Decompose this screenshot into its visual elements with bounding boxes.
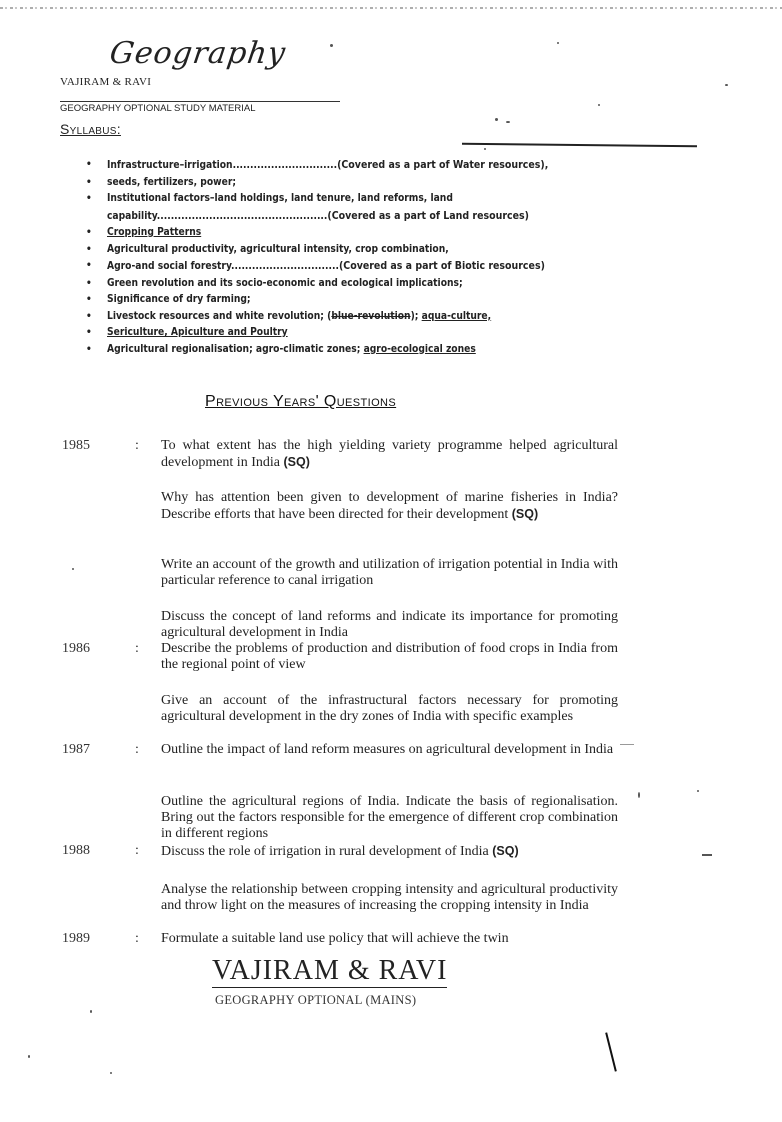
syllabus-item-dry-farming	[86, 292, 626, 309]
question-body: Give an account of the infrastructural factors necessary for promoting agricultural development in the dry zones of India with specific examples	[161, 693, 618, 724]
dot-leader: ...............................	[231, 261, 339, 272]
syllabus-item-irrigation	[86, 157, 626, 175]
question-year: 1987	[62, 742, 90, 757]
syllabus-item-regionalisation	[86, 342, 626, 359]
scan-top-edge	[0, 7, 782, 9]
bullet-icon: •	[86, 227, 92, 238]
question-text	[161, 931, 618, 947]
syllabus-item-text: Institutional factors–land holdings, land tenure, land reforms, land	[107, 193, 453, 204]
syllabus-item-text: Sericulture, Apiculture and Poultry	[107, 327, 288, 338]
question-body: Outline the impact of land reform measures on agricultural development in India	[161, 742, 614, 757]
covered-note: (Covered as a part of Land resources)	[327, 209, 529, 222]
question-body: Discuss the concept of land reforms and indicate its importance for promoting agricultural development in India	[161, 609, 618, 640]
question-text	[161, 742, 618, 758]
syllabus-item-institutional	[86, 191, 626, 225]
syllabus-item-continuation	[107, 208, 626, 226]
year-separator: :	[135, 438, 139, 453]
question-year: 1989	[62, 931, 90, 946]
question-text	[161, 557, 618, 589]
question-body: Outline the agricultural regions of India. Indicate the basis of regionalisation. Bring out the factors responsible for the emergence of different crop combination in different regions	[161, 794, 618, 841]
question-body: Discuss the role of irrigation in rural development of India	[161, 844, 489, 859]
question-year: 1985	[62, 438, 90, 453]
covered-note: (Covered as a part of Water resources),	[337, 159, 549, 171]
dot-leader: .................................................	[156, 210, 328, 222]
syllabus-item-text: Agro-and social forestry	[107, 261, 231, 272]
pen-mark	[605, 1032, 617, 1071]
question-text	[161, 693, 618, 725]
scan-speck	[28, 1055, 30, 1058]
question-text	[161, 641, 618, 673]
syllabus-item-text: Cropping Patterns	[107, 227, 202, 238]
scan-speck	[90, 1010, 92, 1013]
question-body: Analyse the relationship between cropping intensity and agricultural productivity and throw light on the measures of increasing the cropping intensity in India	[161, 882, 618, 913]
scan-speck	[495, 118, 498, 121]
scan-speck	[557, 42, 559, 44]
syllabus-heading: Syllabus:	[60, 121, 121, 137]
scan-speck	[620, 744, 634, 745]
year-separator: :	[135, 641, 139, 656]
question-text	[161, 490, 618, 523]
year-separator: :	[135, 931, 139, 946]
question-body: Formulate a suitable land use policy that will achieve the twin	[161, 931, 509, 946]
syllabus-item-livestock	[86, 309, 626, 326]
dot-leader: ..............................	[232, 160, 338, 171]
scan-speck	[598, 104, 600, 106]
underlined-text: agro-ecological zones	[363, 343, 476, 355]
question-body: Write an account of the growth and utilization of irrigation potential in India with particular reference to canal irrigation	[161, 557, 618, 588]
syllabus-item-text: seeds, fertilizers, power;	[107, 176, 237, 188]
syllabus-item-text: Infrastructure–irrigation	[107, 160, 233, 171]
scan-speck	[725, 84, 728, 86]
bullet-icon: •	[86, 310, 92, 322]
bullet-icon: •	[86, 327, 92, 338]
scan-speck	[330, 44, 333, 47]
question-text	[161, 609, 618, 641]
bullet-icon: •	[86, 193, 92, 204]
question-text	[161, 794, 618, 842]
bullet-icon: •	[86, 260, 92, 271]
question-text	[161, 438, 618, 471]
bullet-icon: •	[86, 159, 92, 170]
bullet-icon: •	[86, 243, 92, 255]
question-text	[161, 843, 618, 860]
syllabus-rule	[462, 143, 697, 147]
question-body: Why has attention been given to development of marine fisheries in India? Describe efforts that have been directed for their development	[161, 490, 618, 522]
sq-tag: (SQ)	[511, 507, 539, 521]
year-separator: :	[135, 843, 139, 858]
question-year: 1988	[62, 843, 90, 858]
question-text	[161, 882, 618, 914]
syllabus-item-text: capability	[107, 210, 157, 222]
scan-speck	[702, 854, 712, 856]
syllabus-item-cropping	[86, 225, 626, 242]
syllabus-item-seeds	[86, 175, 626, 192]
footer-brand: VAJIRAM & RAVI	[212, 955, 448, 986]
syllabus-item-text: Green revolution and its socio-economic and ecological implications;	[107, 277, 463, 289]
syllabus-list	[86, 157, 626, 358]
syllabus-item-green-revolution	[86, 276, 626, 293]
syllabus-item-forestry	[86, 258, 626, 276]
year-separator: :	[135, 742, 139, 757]
struck-text: blue-revolution	[331, 310, 411, 322]
syllabus-item-productivity	[86, 242, 626, 259]
previous-years-heading: Previous Years' Questions	[205, 393, 397, 410]
question-year: 1986	[62, 641, 90, 656]
study-material-label: GEOGRAPHY OPTIONAL STUDY MATERIAL	[60, 101, 340, 114]
syllabus-item-text: );	[410, 310, 422, 322]
scan-speck	[506, 121, 510, 123]
bullet-icon: •	[86, 176, 92, 188]
handwritten-title: Geography	[107, 36, 289, 71]
footer-subtitle: GEOGRAPHY OPTIONAL (MAINS)	[215, 993, 417, 1007]
scan-speck	[110, 1072, 112, 1074]
syllabus-item-text: Agricultural productivity, agricultural intensity, crop combination,	[107, 243, 449, 255]
bullet-icon: •	[86, 343, 92, 355]
syllabus-item-text: Agricultural regionalisation; agro-climatic zones;	[107, 343, 364, 355]
sq-tag: (SQ)	[492, 844, 519, 858]
syllabus-item-sericulture	[86, 325, 626, 342]
underlined-text: aqua-culture,	[421, 310, 492, 322]
bullet-icon: •	[86, 277, 92, 289]
syllabus-item-text: Significance of dry farming;	[107, 294, 251, 305]
question-body: To what extent has the high yielding variety programme helped agricultural development in India	[161, 438, 618, 470]
brand-header: VAJIRAM & RAVI	[60, 76, 152, 88]
scan-speck	[72, 568, 74, 570]
covered-note: (Covered as a part of Biotic resources)	[338, 260, 545, 272]
sq-tag: (SQ)	[283, 455, 310, 469]
question-body: Describe the problems of production and distribution of food crops in India from the regional point of view	[161, 641, 618, 672]
bullet-icon: •	[86, 294, 92, 305]
scan-speck	[638, 792, 640, 798]
scan-speck	[697, 790, 699, 792]
syllabus-item-text: Livestock resources and white revolution; (	[107, 310, 332, 322]
scan-speck	[484, 148, 486, 150]
